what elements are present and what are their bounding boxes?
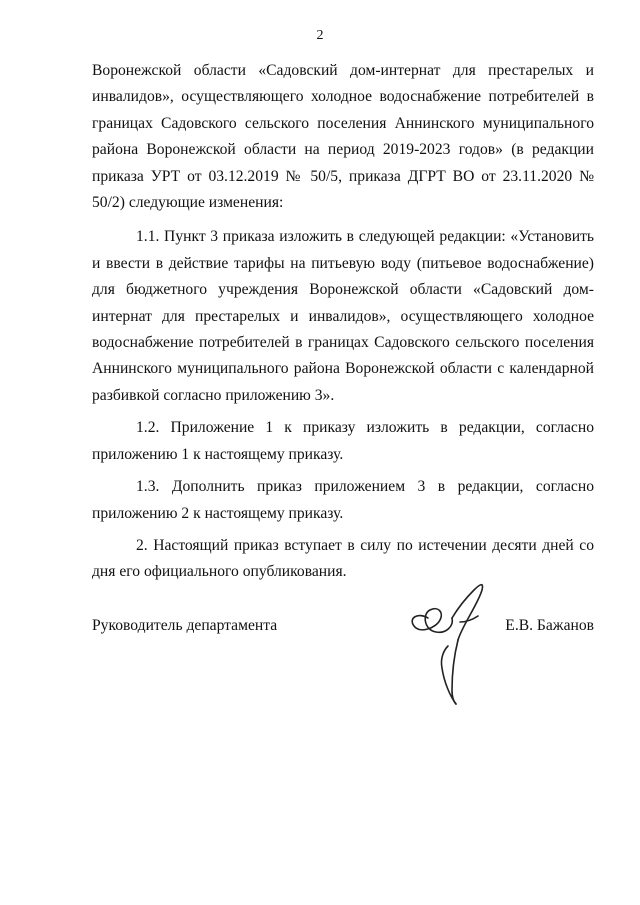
paragraph-item-1-3: 1.3. Дополнить приказ приложением 3 в редакции, согласно приложению 2 к настоящему приказу. bbox=[92, 478, 594, 522]
paragraph-item-1-2: 1.2. Приложение 1 к приказу изложить в редакции, согласно приложению 1 к настоящему приказу. bbox=[92, 419, 594, 463]
signatory-name: Е.В. Бажанов bbox=[505, 617, 594, 634]
signatory-position: Руководитель департамента bbox=[92, 617, 278, 634]
paragraph-item-2: 2. Настоящий приказ вступает в силу по истечении десяти дней со дня его официального опубликования. bbox=[92, 536, 594, 581]
signature-block bbox=[92, 617, 594, 647]
document-body bbox=[92, 58, 594, 592]
page-number: 2 bbox=[316, 28, 324, 43]
paragraph-intro-continuation: Воронежской области «Садовский дом-интернат для престарелых и инвалидов», осуществляющего холодное водоснабжение потребителей в границах Садовского сельского поселения Аннинского муниципального района Воронежской области на период 2019-2023 годов» (в редакции приказа УРТ от 03.12.2019 № 50/5, приказа ДГРТ ВО от 23.11.2020 № 50/2) следующие изменения: bbox=[92, 62, 594, 212]
paragraph-item-1-1: 1.1. Пункт 3 приказа изложить в следующей редакции: «Установить и ввести в действие тарифы на питьевую воду (питьевое водоснабжение) для бюджетного учреждения Воронежской области «Садовский дом-интернат для престарелых и инвалидов», осуществляющего холодное водоснабжение потребителей в границах Садовского сельского поселения Аннинского муниципального района Воронежской области с календарной разбивкой согласно приложению 3». bbox=[92, 228, 594, 404]
handwritten-signature bbox=[400, 578, 500, 708]
